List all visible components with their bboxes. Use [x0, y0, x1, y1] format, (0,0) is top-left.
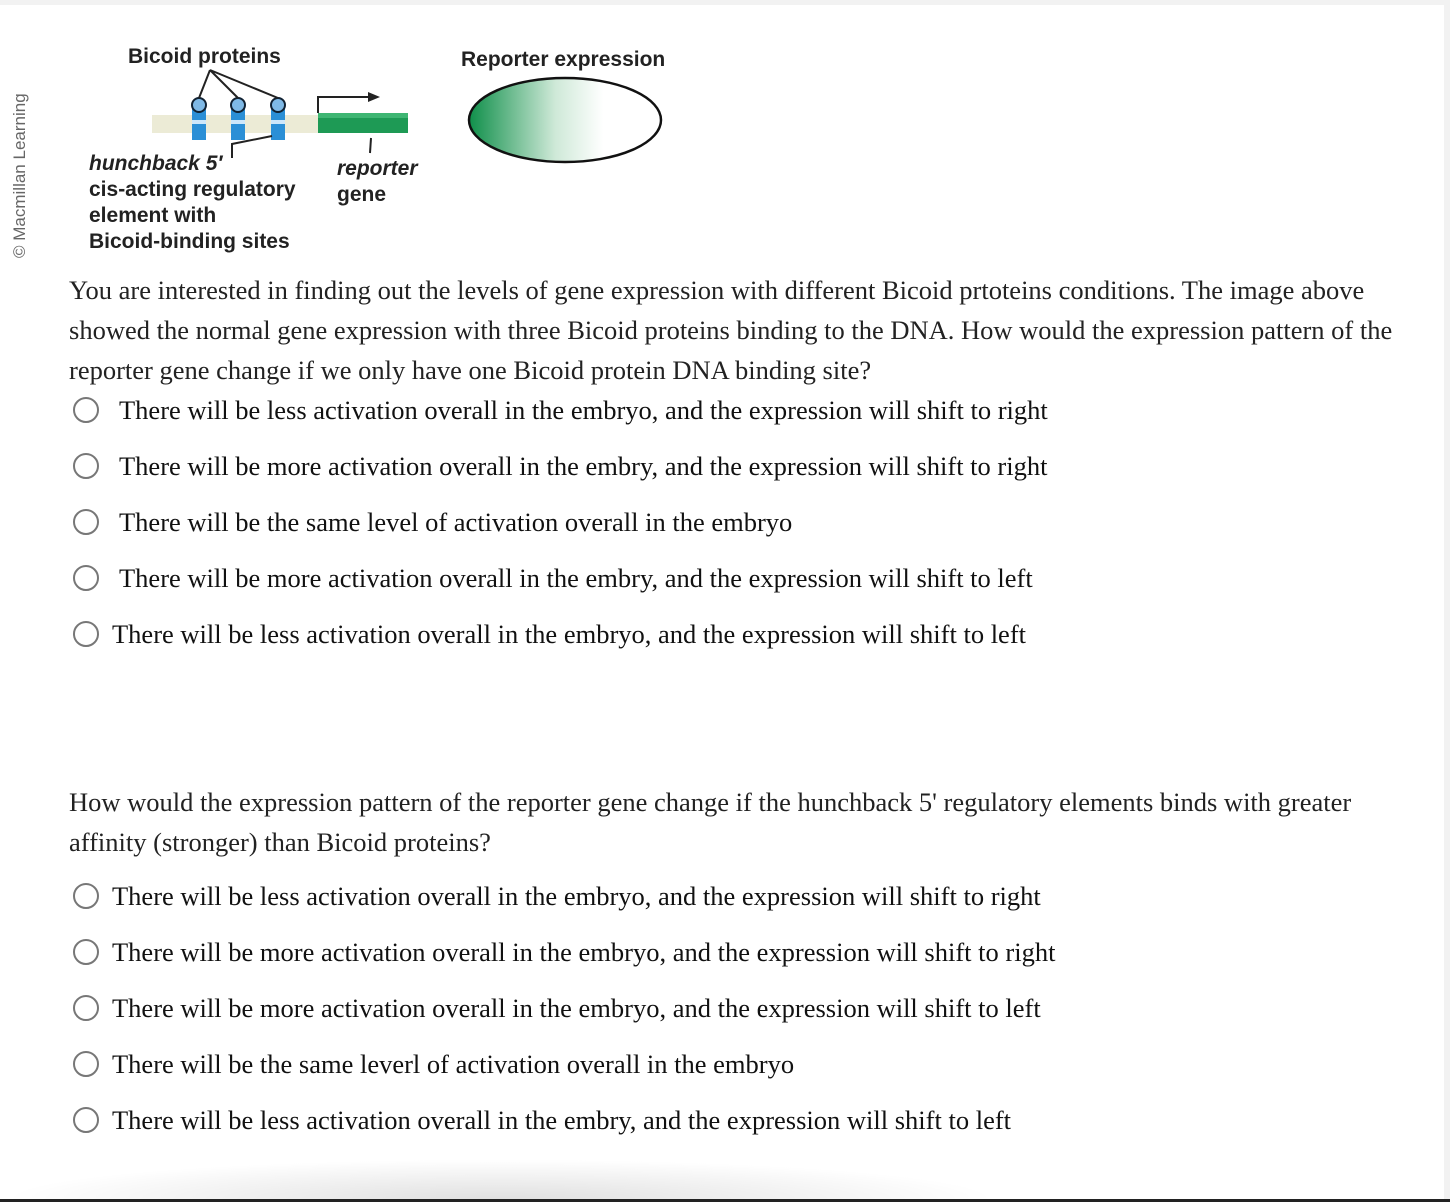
q2-option-3[interactable]	[73, 980, 1055, 1036]
binding-site-2	[231, 98, 245, 140]
q1-option-1[interactable]	[73, 382, 1048, 438]
reporter-label-line2: gene	[337, 183, 387, 206]
q2-option-5[interactable]	[73, 1092, 1055, 1148]
copyright-credit: © Macmillan Learning	[10, 93, 29, 258]
option-label: There will be more activation overall in the embry, and the expression will shift to left	[119, 562, 1033, 593]
question-2-options	[73, 868, 1055, 1148]
radio-button[interactable]	[73, 565, 99, 591]
q1-option-5[interactable]	[73, 606, 1048, 662]
element-label-line3: element with	[89, 204, 217, 227]
radio-button[interactable]	[73, 621, 99, 647]
window-top-edge	[0, 0, 1450, 5]
option-label: There will be less activation overall in the embryo, and the expression will shift to left	[112, 618, 1027, 649]
option-label: There will be the same level of activation overall in the embryo	[119, 506, 793, 537]
bicoid-proteins-label: Bicoid proteins	[128, 45, 281, 68]
radio-button[interactable]	[73, 939, 99, 965]
radio-button[interactable]	[73, 1051, 99, 1077]
option-label: There will be more activation overall in the embryo, and the expression will shift to left	[112, 992, 1041, 1023]
question-1-options	[73, 382, 1048, 662]
radio-button[interactable]	[73, 453, 99, 479]
reporter-label-line1: reporter	[337, 157, 418, 180]
q1-option-4[interactable]	[73, 550, 1048, 606]
q2-option-4[interactable]	[73, 1036, 1055, 1092]
radio-button[interactable]	[73, 1107, 99, 1133]
option-label: There will be more activation overall in the embry, and the expression will shift to right	[119, 450, 1048, 481]
promoter-arrow	[318, 97, 370, 113]
q2-option-1[interactable]	[73, 868, 1055, 924]
q2-option-2[interactable]	[73, 924, 1055, 980]
reporter-expression-label: Reporter expression	[461, 48, 666, 71]
radio-button[interactable]	[73, 883, 99, 909]
binding-site-1	[192, 98, 206, 140]
q1-option-2[interactable]	[73, 438, 1048, 494]
element-label-line1: hunchback 5′	[89, 152, 223, 175]
binding-site-3	[271, 98, 285, 140]
radio-button[interactable]	[73, 509, 99, 535]
option-label: There will be the same leverl of activation overall in the embryo	[112, 1048, 795, 1079]
bicoid-pointer-lines	[199, 70, 278, 98]
question-2-text: How would the expression pattern of the reporter gene change if the hunchback 5' regulatory elements binds with greater affinity (stronger) than Bicoid proteins?	[69, 787, 1352, 857]
option-label: There will be more activation overall in the embryo, and the expression will shift to right	[112, 936, 1056, 967]
bottom-shadow	[0, 1159, 1000, 1199]
option-label: There will be less activation overall in the embryo, and the expression will shift to right	[112, 880, 1041, 911]
question-1-text: You are interested in finding out the levels of gene expression with different Bicoid prtoteins conditions. The image above showed the normal gene expression with three Bicoid proteins binding to the DNA. How would the expression pattern of the reporter gene change if we only have one Bicoid protein DNA binding site?	[69, 275, 1393, 385]
radio-button[interactable]	[73, 995, 99, 1021]
option-label: There will be less activation overall in the embry, and the expression will shift to left	[112, 1104, 1012, 1135]
window-right-edge	[1444, 0, 1450, 1202]
element-label-line4: Bicoid-binding sites	[89, 230, 290, 253]
q1-option-3[interactable]	[73, 494, 1048, 550]
element-label-line2: cis-acting regulatory	[89, 178, 296, 201]
bicoid-figure	[80, 40, 700, 260]
radio-button[interactable]	[73, 397, 99, 423]
option-label: There will be less activation overall in the embryo, and the expression will shift to right	[119, 394, 1048, 425]
reporter-pointer	[370, 138, 371, 153]
embryo-expression	[469, 78, 661, 162]
